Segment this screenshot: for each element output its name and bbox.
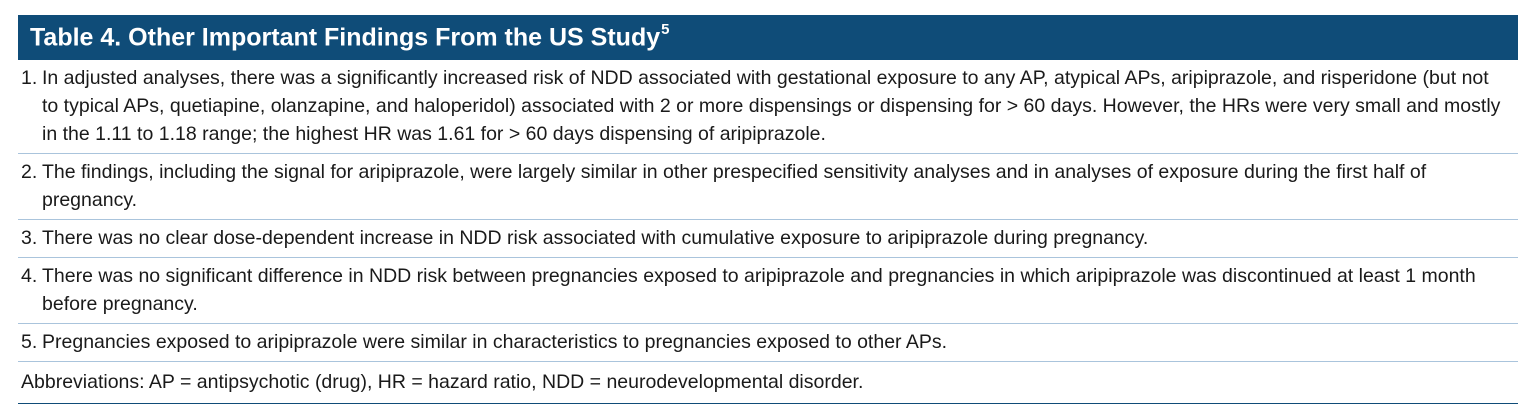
finding-item-2 [18,154,1518,220]
finding-item-4 [18,258,1518,324]
finding-number: 1. [21,67,38,89]
finding-item-3 [18,220,1518,258]
abbreviations-footnote: Abbreviations: AP = antipsychotic (drug), HR = hazard ratio, NDD = neurodevelopmental disorder. [18,362,1518,404]
finding-item-1 [18,60,1518,154]
table-title-bar [18,15,1518,60]
table-title-reference: 5 [661,20,670,38]
finding-text: In adjusted analyses, there was a significantly increased risk of NDD associated with gestational exposure to any AP, atypical APs, aripiprazole, and risperidone (but not to typical APs, quetiapine, olanzapine, and haloperidol) associated with 2 or more dispensings or dispensing for > 60 days. However, the HRs were very small and mostly in the 1.11 to 1.18 range; the highest HR was 1.61 for > 60 days dispensing of aripiprazole. [42,67,1501,145]
finding-number: 2. [21,161,38,183]
finding-number: 5. [21,331,38,353]
finding-text: Pregnancies exposed to aripiprazole were similar in characteristics to pregnancies exposed to other APs. [42,331,948,353]
finding-text: The findings, including the signal for aripiprazole, were largely similar in other prespecified sensitivity analyses and in analyses of exposure during the first half of pregnancy. [42,161,1427,211]
table-title-text: Table 4. Other Important Findings From the US Study [30,23,661,52]
finding-number: 3. [21,227,38,249]
finding-text: There was no clear dose-dependent increase in NDD risk associated with cumulative exposure to aripiprazole during pregnancy. [42,227,1149,249]
table-title [30,20,670,52]
finding-number: 4. [21,265,38,287]
finding-text: There was no significant difference in NDD risk between pregnancies exposed to aripiprazole and pregnancies in which aripiprazole was discontinued at least 1 month before pregnancy. [42,265,1476,315]
finding-item-5 [18,324,1518,362]
findings-table [18,15,1518,404]
